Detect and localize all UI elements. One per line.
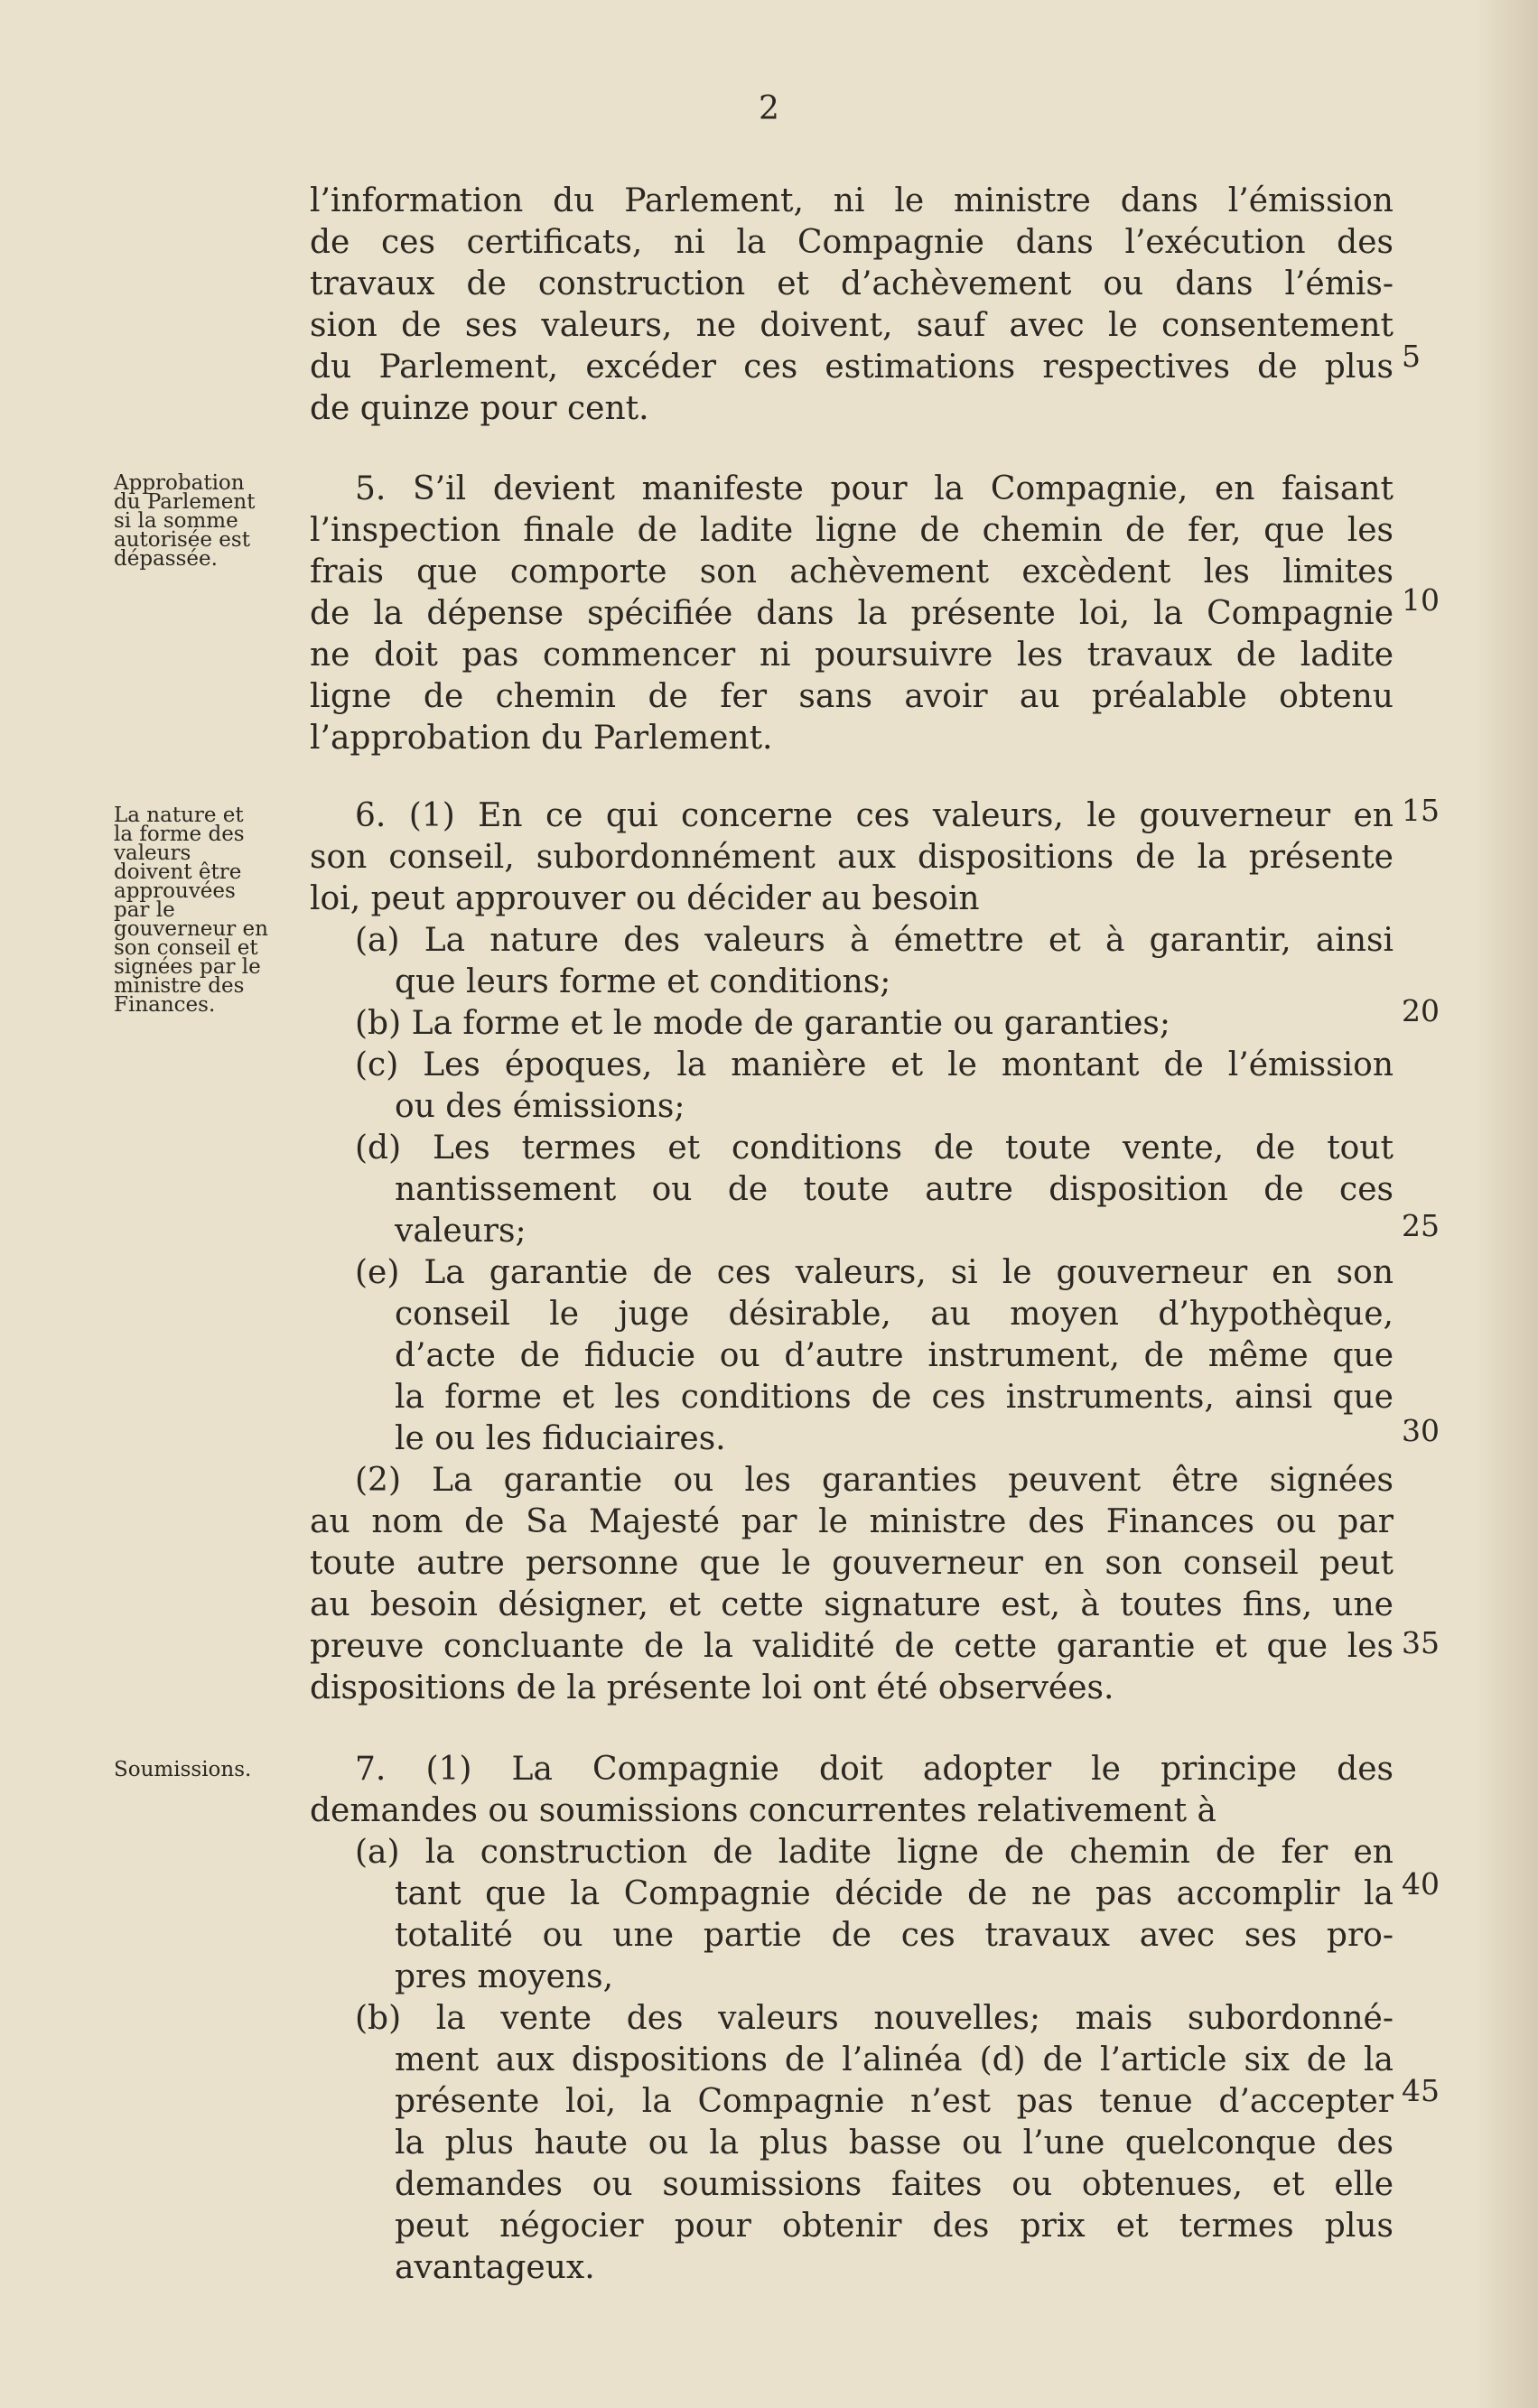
body-line: (b) la vente des valeurs nouvelles; mais subordonné- [355, 2000, 1394, 2037]
body-line: ou des émissions; [395, 1088, 685, 1125]
body-line: preuve concluante de la validité de cette garantie et que les [310, 1628, 1394, 1665]
body-line: ligne de chemin de fer sans avoir au préalable obtenu [310, 678, 1394, 715]
margin-note-line: valeurs [114, 841, 191, 865]
margin-note-line: si la somme [114, 509, 238, 533]
body-line: d’acte de fiducie ou d’autre instrument, de même que [395, 1337, 1394, 1374]
body-line: (a) la construction de ladite ligne de chemin de fer en [355, 1834, 1394, 1871]
body-line: l’inspection finale de ladite ligne de chemin de fer, que les [310, 512, 1394, 549]
body-line: peut négocier pour obtenir des prix et termes plus [395, 2208, 1394, 2245]
body-line: la plus haute ou la plus basse ou l’une quelconque des [395, 2124, 1394, 2162]
margin-note-line: dépassée. [114, 547, 218, 571]
body-line: 5. S’il devient manifeste pour la Compagnie, en faisant [355, 470, 1394, 507]
line-number: 25 [1402, 1208, 1440, 1243]
margin-note-line: du Parlement [114, 490, 256, 514]
body-line: loi, peut approuver ou décider au besoin [310, 880, 980, 917]
margin-note [114, 1758, 308, 1781]
line-number: 20 [1402, 993, 1440, 1028]
body-line: dispositions de la présente loi ont été observées. [310, 1669, 1114, 1706]
line-number: 40 [1402, 1866, 1440, 1901]
body-line: (c) Les époques, la manière et le montant de l’émission [355, 1046, 1394, 1083]
page-edge-shadow [1475, 0, 1538, 2408]
body-line: frais que comporte son achèvement excèdent les limites [310, 553, 1394, 590]
body-line: l’information du Parlement, ni le ministre dans l’émission [310, 182, 1394, 219]
margin-note-line: signées par le [114, 955, 261, 979]
body-line: travaux de construction et d’achèvement ou dans l’émis- [310, 265, 1394, 302]
body-line: ne doit pas commencer ni poursuivre les travaux de ladite [310, 637, 1394, 674]
body-line: (d) Les termes et conditions de toute vente, de tout [355, 1130, 1394, 1167]
page-number: 2 [759, 90, 779, 127]
body-line: avantageux. [395, 2249, 595, 2286]
margin-note-line: Finances. [114, 993, 216, 1017]
body-line: sion de ses valeurs, ne doivent, sauf avec le consentement [310, 307, 1394, 344]
body-line: ment aux dispositions de l’alinéa (d) de l’article six de la [395, 2041, 1394, 2078]
body-line: demandes ou soumissions concurrentes relativement à [310, 1792, 1217, 1829]
body-line: que leurs forme et conditions; [395, 963, 891, 1000]
margin-note-line: la forme des [114, 823, 245, 846]
body-line: présente loi, la Compagnie n’est pas tenue d’accepter [395, 2083, 1394, 2120]
line-number: 5 [1402, 339, 1421, 374]
body-line: nantissement ou de toute autre disposition de ces [395, 1171, 1394, 1208]
body-line: tant que la Compagnie décide de ne pas accomplir la [395, 1875, 1394, 1912]
body-line: (e) La garantie de ces valeurs, si le gouverneur en son [355, 1254, 1394, 1291]
margin-note-line: Soumissions. [114, 1758, 252, 1781]
body-line: du Parlement, excéder ces estimations respectives de plus [310, 349, 1394, 386]
body-line: (2) La garantie ou les garanties peuvent être signées [355, 1462, 1394, 1499]
line-number: 45 [1402, 2073, 1440, 2108]
line-number: 10 [1402, 582, 1440, 618]
margin-note-line: La nature et [114, 804, 244, 827]
margin-note-line: Approbation [114, 471, 245, 495]
margin-note-line: par le [114, 898, 175, 922]
body-line: pres moyens, [395, 1958, 614, 1995]
margin-note [114, 806, 308, 1015]
body-line: (b) La forme et le mode de garantie ou garanties; [355, 1005, 1171, 1042]
body-line: l’approbation du Parlement. [310, 720, 773, 757]
margin-note-line: approuvées [114, 879, 236, 903]
line-number: 35 [1402, 1625, 1440, 1660]
body-line: (a) La nature des valeurs à émettre et à garantir, ainsi [355, 922, 1394, 959]
margin-note [114, 471, 308, 571]
body-line: son conseil, subordonnément aux dispositions de la présente [310, 839, 1394, 876]
body-line: de ces certificats, ni la Compagnie dans l’exécution des [310, 224, 1394, 261]
body-line: 7. (1) La Compagnie doit adopter le principe des [355, 1751, 1394, 1788]
margin-note-line: ministre des [114, 974, 245, 998]
body-line: conseil le juge désirable, au moyen d’hypothèque, [395, 1296, 1394, 1333]
line-number: 30 [1402, 1413, 1440, 1448]
body-line: totalité ou une partie de ces travaux avec ses pro- [395, 1917, 1394, 1954]
body-line: valeurs; [395, 1213, 527, 1250]
margin-note-line: doivent être [114, 860, 242, 884]
line-number: 15 [1402, 793, 1440, 828]
margin-note-line: autorisée est [114, 528, 250, 552]
body-line: de la dépense spécifiée dans la présente loi, la Compagnie [310, 595, 1394, 632]
body-line: 6. (1) En ce qui concerne ces valeurs, le gouverneur en [355, 797, 1394, 834]
body-line: au nom de Sa Majesté par le ministre des Finances ou par [310, 1503, 1394, 1540]
body-line: toute autre personne que le gouverneur en son conseil peut [310, 1545, 1394, 1582]
margin-note-line: son conseil et [114, 936, 258, 960]
body-line: au besoin désigner, et cette signature est, à toutes fins, une [310, 1586, 1394, 1623]
body-line: le ou les fiduciaires. [395, 1420, 726, 1457]
margin-note-line: gouverneur en [114, 917, 268, 941]
body-line: de quinze pour cent. [310, 390, 649, 427]
body-line: demandes ou soumissions faites ou obtenues, et elle [395, 2166, 1394, 2203]
body-line: la forme et les conditions de ces instruments, ainsi que [395, 1379, 1394, 1416]
